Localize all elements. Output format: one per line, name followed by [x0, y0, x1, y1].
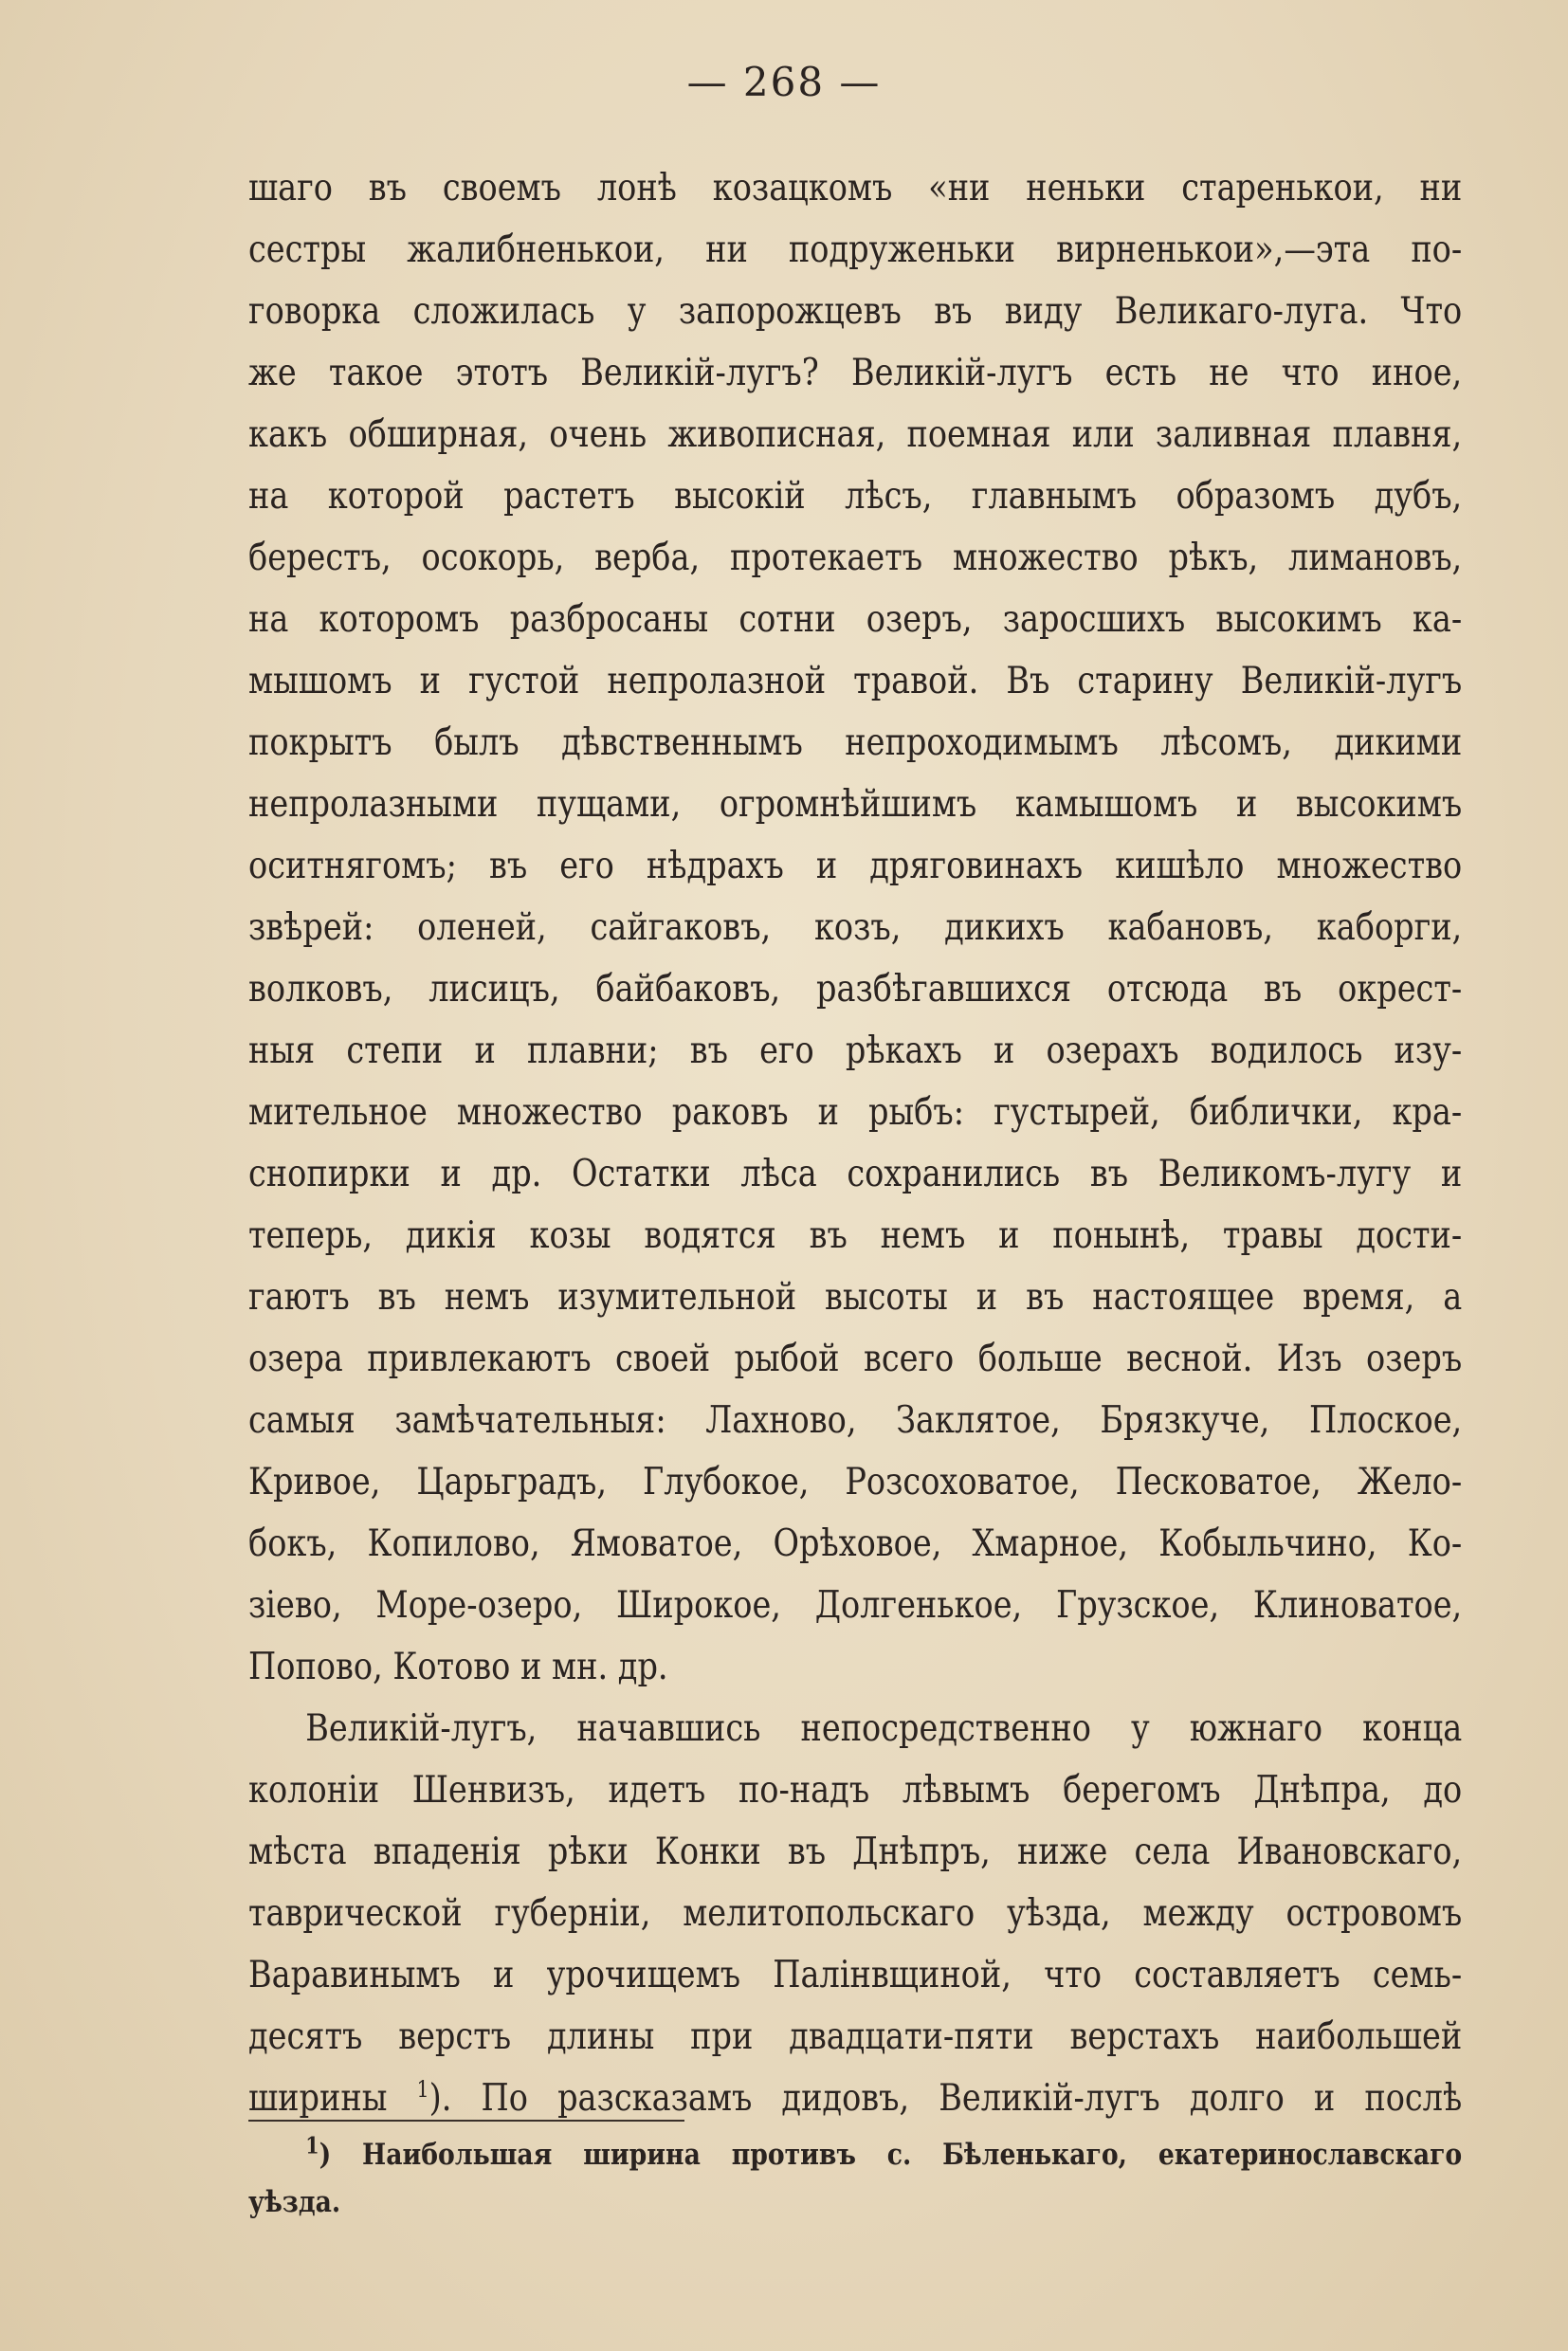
- text-line: мѣста впаденія рѣки Конки въ Днѣпръ, ниже села Ивановскаго,: [248, 1831, 1463, 1873]
- text-line: берестъ, осокорь, верба, протекаетъ множество рѣкъ, лимановъ,: [248, 537, 1463, 579]
- text-line: мительное множество раковъ и рыбъ: густырей, библички, кра-: [248, 1091, 1463, 1134]
- footnote: [248, 2131, 1462, 2226]
- footnote-line: [248, 2131, 1462, 2178]
- page-number: — 268 —: [686, 59, 882, 105]
- text-line: Варавинымъ и урочищемъ Палінвщиной, что составляетъ семь-: [248, 1954, 1463, 1996]
- text-line: Попово, Котово и мн. др.: [248, 1646, 668, 1688]
- text-line: колоніи Шенвизъ, идетъ по-надъ лѣвымъ берегомъ Днѣпра, до: [248, 1769, 1463, 1812]
- text-line: непролазными пущами, огромнѣйшимъ камышомъ и высокимъ: [248, 783, 1463, 826]
- text-line: на которомъ разбросаны сотни озеръ, заросшихъ высокимъ ка-: [248, 598, 1463, 641]
- text-line: какъ обширная, очень живописная, поемная или заливная плавня,: [248, 413, 1463, 456]
- text-line: Великій-лугъ, начавшись непосредственно у южнаго конца: [305, 1707, 1463, 1750]
- text-line: волковъ, лисицъ, байбаковъ, разбѣгавшихся отсюда въ окрест-: [248, 968, 1463, 1011]
- footnote-marker: 1: [305, 2131, 319, 2160]
- text-line: оситнягомъ; въ его нѣдрахъ и дряговинахъ кишѣло множество: [248, 845, 1463, 887]
- text-line: зіево, Море-озеро, Широкое, Долгенькое, Грузское, Клиноватое,: [248, 1584, 1463, 1627]
- text-line: же такое этотъ Великій-лугъ? Великій-лугъ есть не что иное,: [248, 352, 1463, 394]
- footnote-reference[interactable]: 1: [416, 2076, 429, 2103]
- text-line: ныя степи и плавни; въ его рѣкахъ и озерахъ водилось изу-: [248, 1030, 1463, 1072]
- text-line: десятъ верстъ длины при двадцати-пяти верстахъ наибольшей: [248, 2015, 1463, 2058]
- body-text: [248, 157, 1462, 2129]
- text-line: на которой растетъ высокій лѣсъ, главнымъ образомъ дубъ,: [248, 475, 1463, 518]
- text-fragment: ширины: [248, 2077, 388, 2120]
- text-line: таврической губерніи, мелитопольскаго уѣзда, между островомъ: [248, 1892, 1463, 1935]
- footnote-line: уѣзда.: [248, 2185, 341, 2219]
- text-line: бокъ, Копилово, Ямоватое, Орѣховое, Хмарное, Кобыльчино, Ко-: [248, 1522, 1463, 1565]
- text-line: озера привлекаютъ своей рыбой всего больше весной. Изъ озеръ: [248, 1338, 1463, 1380]
- text-line: звѣрей: оленей, сайгаковъ, козъ, дикихъ кабановъ, каборги,: [248, 906, 1463, 949]
- text-line: сестры жалибненькои, ни подруженьки вирненькои»,—эта по-: [248, 228, 1463, 271]
- text-line: самыя замѣчательныя: Лахново, Заклятое, Брязкуче, Плоское,: [248, 1399, 1463, 1442]
- footnote-text: ) Наибольшая ширина противъ с. Бѣленькаго, екатеринославскаго: [319, 2138, 1463, 2172]
- text-line: шаго въ своемъ лонѣ козацкомъ «ни неньки старенькои, ни: [248, 167, 1463, 210]
- footnote-divider: [248, 2120, 684, 2122]
- text-line: снопирки и др. Остатки лѣса сохранились въ Великомъ-лугу и: [248, 1153, 1463, 1195]
- text-line: мышомъ и густой непролазной травой. Въ старину Великій-лугъ: [248, 660, 1463, 702]
- text-line: покрытъ былъ дѣвственнымъ непроходимымъ лѣсомъ, дикими: [248, 721, 1463, 764]
- text-fragment: ). По разсказамъ дидовъ, Великій-лугъ долго и послѣ: [428, 2077, 1463, 2120]
- text-line: говорка сложилась у запорожцевъ въ виду Великаго-луга. Что: [248, 290, 1463, 333]
- text-line: Кривое, Царьградъ, Глубокое, Розсоховатое, Песковатое, Жело-: [248, 1461, 1463, 1504]
- text-line: гаютъ въ немъ изумительной высоты и въ настоящее время, а: [248, 1276, 1463, 1319]
- text-line: теперь, дикія козы водятся въ немъ и понынѣ, травы дости-: [248, 1214, 1463, 1257]
